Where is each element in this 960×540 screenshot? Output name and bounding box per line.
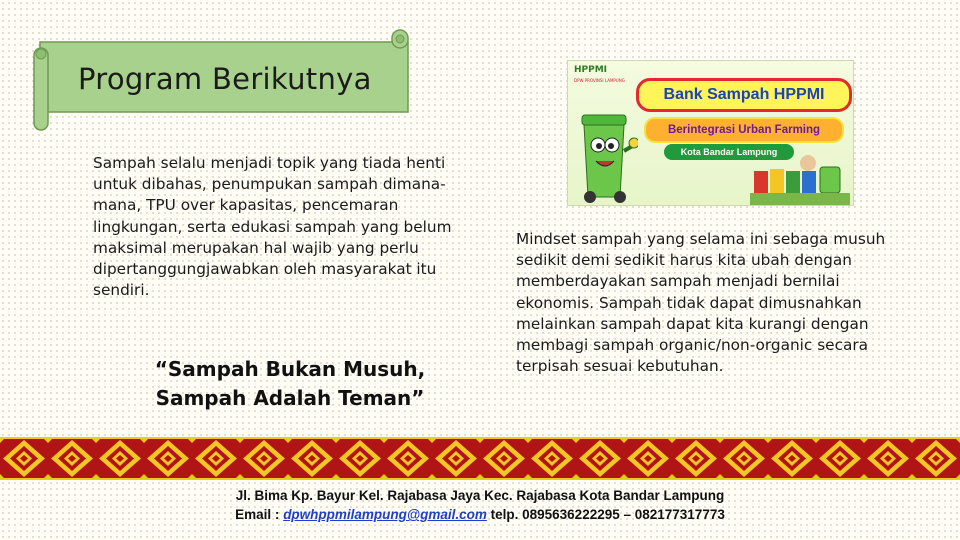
email-label: Email : <box>235 507 280 522</box>
trash-bin-mascot-icon <box>568 101 638 205</box>
banner-location: Kota Bandar Lampung <box>664 144 794 160</box>
right-paragraph: Mindset sampah yang selama ini sebaga musuh sedikit demi sedikit harus kita ubah dengan memberdayakan sampah menjadi bernilai ekonomis. Sampah tidak dapat dimusnahkan melainkan sampah dapat kita kurangi dengan membagi sampah organic/non-organic secara terpisah sesuai kebutuhan. <box>516 230 886 376</box>
bank-sampah-banner <box>567 60 854 206</box>
recycling-bins-icon <box>750 147 850 205</box>
banner-headline: Bank Sampah HPPMI <box>636 78 852 112</box>
hppmi-logo: HPPMI <box>574 65 608 75</box>
footer-address: Jl. Bima Kp. Bayur Kel. Rajabasa Jaya Kec. Rajabasa Kota Bandar Lampung <box>235 488 725 503</box>
quote-line-2: Sampah Adalah Teman” <box>155 386 425 410</box>
email-link[interactable]: dpwhppmilampung@gmail.com <box>283 507 487 522</box>
motto-quote <box>140 355 440 413</box>
left-paragraph: Sampah selalu menjadi topik yang tiada henti untuk dibahas, penumpukan sampah dimana-mana, TPU over kapasitas, pencemaran lingkungan, serta edukasi sampah yang belum maksimal merupakan hal wajib yang perlu dipertanggungjawabkan oleh masyarakat itu sendiri. <box>93 154 452 300</box>
hppmi-logo-subtitle: DPW PROVINSI LAMPUNG <box>574 78 625 83</box>
quote-line-1: “Sampah Bukan Musuh, <box>154 357 426 381</box>
banner-subline: Berintegrasi Urban Farming <box>644 117 844 143</box>
tapis-ornament-band <box>0 437 960 480</box>
footer <box>0 486 960 524</box>
phone-numbers: telp. 0895636222295 – 082177317773 <box>490 507 725 522</box>
slide-title: Program Berikutnya <box>78 62 372 96</box>
footer-contact <box>0 505 960 524</box>
